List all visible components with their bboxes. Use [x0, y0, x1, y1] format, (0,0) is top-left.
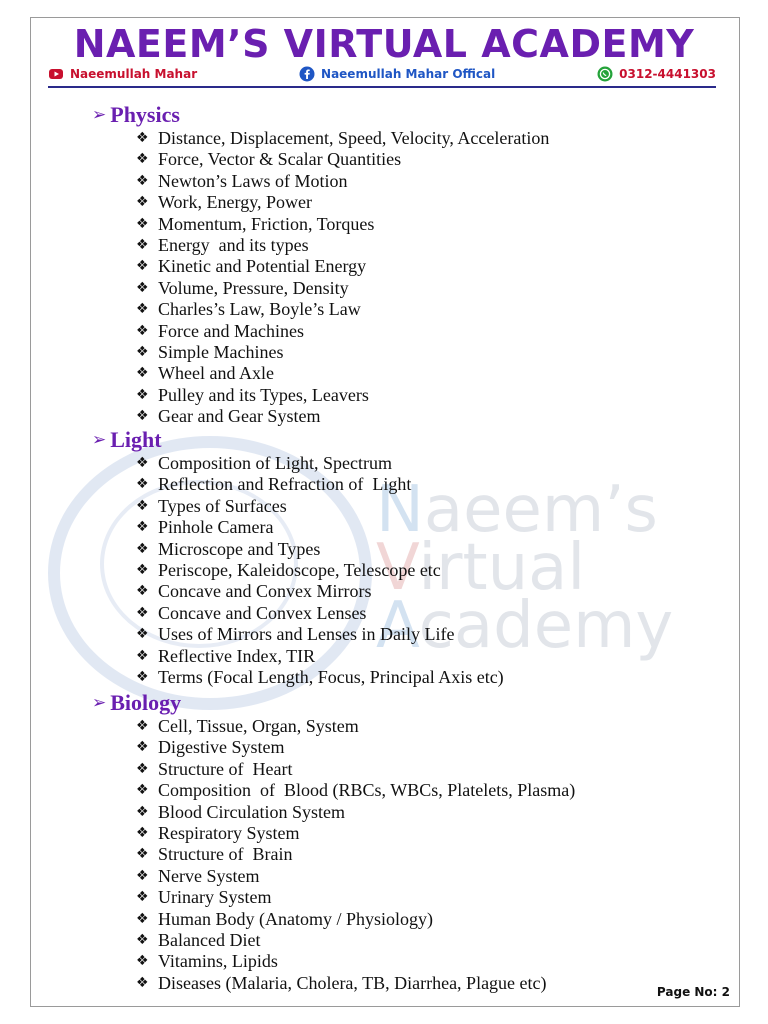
page-number: Page No: 2	[656, 985, 730, 999]
list-item	[136, 624, 504, 645]
list-item	[136, 581, 504, 602]
diamond-bullet-icon: ❖	[136, 151, 149, 168]
youtube-contact[interactable]	[48, 66, 197, 82]
list-item	[136, 646, 504, 667]
list-item	[136, 887, 575, 908]
list-item	[136, 909, 575, 930]
list-item	[136, 192, 549, 213]
arrow-bullet-icon: ➢	[92, 430, 107, 450]
list-item	[136, 406, 549, 427]
list-item-label: Blood Circulation System	[158, 801, 345, 822]
list-item	[136, 496, 504, 517]
list-item-label: Balanced Diet	[158, 929, 261, 950]
diamond-bullet-icon: ❖	[136, 540, 149, 557]
list-item-label: Human Body (Anatomy / Physiology)	[158, 908, 433, 929]
list-item-label: Force and Machines	[158, 320, 304, 341]
section-heading-label: Biology	[110, 690, 182, 715]
list-item	[136, 667, 504, 688]
section-heading-label: Physics	[110, 102, 180, 127]
youtube-label: Naeemullah Mahar	[70, 67, 198, 81]
list-item-label: Pinhole Camera	[158, 517, 274, 538]
list-item-label: Wheel and Axle	[158, 363, 274, 384]
list-item	[136, 256, 549, 277]
list-item-label: Urinary System	[158, 887, 272, 908]
list-item	[136, 823, 575, 844]
list-item-label: Uses of Mirrors and Lenses in Daily Life	[158, 624, 455, 645]
diamond-bullet-icon: ❖	[136, 497, 149, 514]
section-heading	[92, 690, 575, 716]
diamond-bullet-icon: ❖	[136, 172, 149, 189]
diamond-bullet-icon: ❖	[136, 760, 149, 777]
list-item	[136, 866, 575, 887]
list-item	[136, 342, 549, 363]
diamond-bullet-icon: ❖	[136, 236, 149, 253]
facebook-contact[interactable]	[299, 66, 495, 82]
list-item	[136, 299, 549, 320]
list-item-label: Momentum, Friction, Torques	[158, 213, 375, 234]
list-item-label: Newton’s Laws of Motion	[158, 170, 348, 191]
list-item	[136, 363, 549, 384]
list-item	[136, 214, 549, 235]
list-item	[136, 321, 549, 342]
list-item-label: Respiratory System	[158, 822, 300, 843]
section-biology	[92, 690, 575, 994]
list-item-label: Energy and its types	[158, 234, 309, 255]
diamond-bullet-icon: ❖	[136, 668, 149, 685]
section-heading-label: Light	[110, 427, 162, 452]
list-item-label: Diseases (Malaria, Cholera, TB, Diarrhea, Plague etc)	[158, 972, 547, 993]
section-heading	[92, 102, 549, 128]
list-item	[136, 973, 575, 994]
page-title: NAEEM’S VIRTUAL ACADEMY	[73, 22, 695, 66]
diamond-bullet-icon: ❖	[136, 194, 149, 211]
diamond-bullet-icon: ❖	[136, 365, 149, 382]
diamond-bullet-icon: ❖	[136, 739, 149, 756]
list-item-label: Types of Surfaces	[158, 495, 287, 516]
list-item	[136, 930, 575, 951]
list-item-label: Cell, Tissue, Organ, System	[158, 716, 359, 736]
whatsapp-contact[interactable]	[597, 66, 716, 82]
diamond-bullet-icon: ❖	[136, 279, 149, 296]
list-item	[136, 759, 575, 780]
list-item-label: Reflection and Refraction of Light	[158, 474, 412, 495]
list-item-label: Composition of Light, Spectrum	[158, 453, 392, 473]
diamond-bullet-icon: ❖	[136, 604, 149, 621]
diamond-bullet-icon: ❖	[136, 408, 149, 425]
list-item	[136, 278, 549, 299]
list-item-label: Structure of Brain	[158, 844, 293, 865]
diamond-bullet-icon: ❖	[136, 803, 149, 820]
list-item-label: Nerve System	[158, 865, 260, 886]
list-item	[136, 171, 549, 192]
diamond-bullet-icon: ❖	[136, 455, 149, 471]
diamond-bullet-icon: ❖	[136, 301, 149, 318]
diamond-bullet-icon: ❖	[136, 974, 149, 991]
diamond-bullet-icon: ❖	[136, 889, 149, 906]
diamond-bullet-icon: ❖	[136, 258, 149, 275]
section-light	[92, 427, 504, 688]
list-item-label: Concave and Convex Lenses	[158, 602, 367, 623]
list-item	[136, 603, 504, 624]
diamond-bullet-icon: ❖	[136, 626, 149, 643]
diamond-bullet-icon: ❖	[136, 931, 149, 948]
list-item	[136, 951, 575, 972]
topic-list	[136, 716, 575, 994]
list-item-label: Distance, Displacement, Speed, Velocity, Acceleration	[158, 128, 550, 148]
list-item-label: Reflective Index, TIR	[158, 645, 316, 666]
diamond-bullet-icon: ❖	[136, 910, 149, 927]
diamond-bullet-icon: ❖	[136, 782, 149, 799]
diamond-bullet-icon: ❖	[136, 322, 149, 339]
list-item-label: Terms (Focal Length, Focus, Principal Axis etc)	[158, 666, 504, 687]
whatsapp-label: 0312-4441303	[619, 67, 716, 81]
diamond-bullet-icon: ❖	[136, 215, 149, 232]
diamond-bullet-icon: ❖	[136, 130, 149, 146]
list-item	[136, 453, 504, 474]
list-item-label: Vitamins, Lipids	[158, 951, 278, 972]
facebook-label: Naeemullah Mahar Offical	[321, 67, 496, 81]
diamond-bullet-icon: ❖	[136, 561, 149, 578]
diamond-bullet-icon: ❖	[136, 583, 149, 600]
list-item-label: Concave and Convex Mirrors	[158, 581, 372, 602]
diamond-bullet-icon: ❖	[136, 718, 149, 734]
watermark-line-1: Naeem’s	[376, 473, 658, 547]
list-item-label: Structure of Heart	[158, 758, 293, 779]
list-item	[136, 716, 575, 737]
list-item-label: Charles’s Law, Boyle’s Law	[158, 299, 361, 320]
diamond-bullet-icon: ❖	[136, 953, 149, 970]
list-item-label: Gear and Gear System	[158, 406, 321, 427]
list-item-label: Composition of Blood (RBCs, WBCs, Platelets, Plasma)	[158, 780, 576, 801]
list-item-label: Simple Machines	[158, 341, 284, 362]
topic-list	[136, 453, 504, 688]
arrow-bullet-icon: ➢	[92, 693, 107, 713]
list-item-label: Pulley and its Types, Leavers	[158, 384, 369, 405]
list-item	[136, 780, 575, 801]
list-item	[136, 474, 504, 495]
whatsapp-icon	[597, 66, 613, 82]
list-item	[136, 539, 504, 560]
section-physics	[92, 102, 549, 427]
header-divider	[48, 86, 716, 88]
diamond-bullet-icon: ❖	[136, 824, 149, 841]
facebook-icon	[299, 66, 315, 82]
watermark-line-2: Virtual	[376, 531, 586, 605]
diamond-bullet-icon: ❖	[136, 846, 149, 863]
list-item	[136, 560, 504, 581]
list-item	[136, 517, 504, 538]
diamond-bullet-icon: ❖	[136, 343, 149, 360]
list-item-label: Digestive System	[158, 737, 285, 758]
diamond-bullet-icon: ❖	[136, 519, 149, 536]
list-item	[136, 235, 549, 256]
diamond-bullet-icon: ❖	[136, 476, 149, 493]
topic-list	[136, 128, 549, 427]
list-item-label: Microscope and Types	[158, 538, 321, 559]
contact-row	[48, 64, 716, 84]
list-item-label: Work, Energy, Power	[158, 192, 313, 213]
list-item	[136, 385, 549, 406]
list-item-label: Periscope, Kaleidoscope, Telescope etc	[158, 559, 441, 580]
list-item	[136, 737, 575, 758]
list-item	[136, 844, 575, 865]
section-heading	[92, 427, 504, 453]
list-item	[136, 802, 575, 823]
diamond-bullet-icon: ❖	[136, 386, 149, 403]
arrow-bullet-icon: ➢	[92, 105, 107, 125]
diamond-bullet-icon: ❖	[136, 867, 149, 884]
youtube-icon	[48, 66, 64, 82]
list-item	[136, 149, 549, 170]
diamond-bullet-icon: ❖	[136, 647, 149, 664]
list-item-label: Volume, Pressure, Density	[158, 277, 349, 298]
watermark-line-3: Academy	[376, 589, 674, 663]
list-item	[136, 128, 549, 149]
list-item-label: Kinetic and Potential Energy	[158, 256, 367, 277]
list-item-label: Force, Vector & Scalar Quantities	[158, 149, 402, 170]
